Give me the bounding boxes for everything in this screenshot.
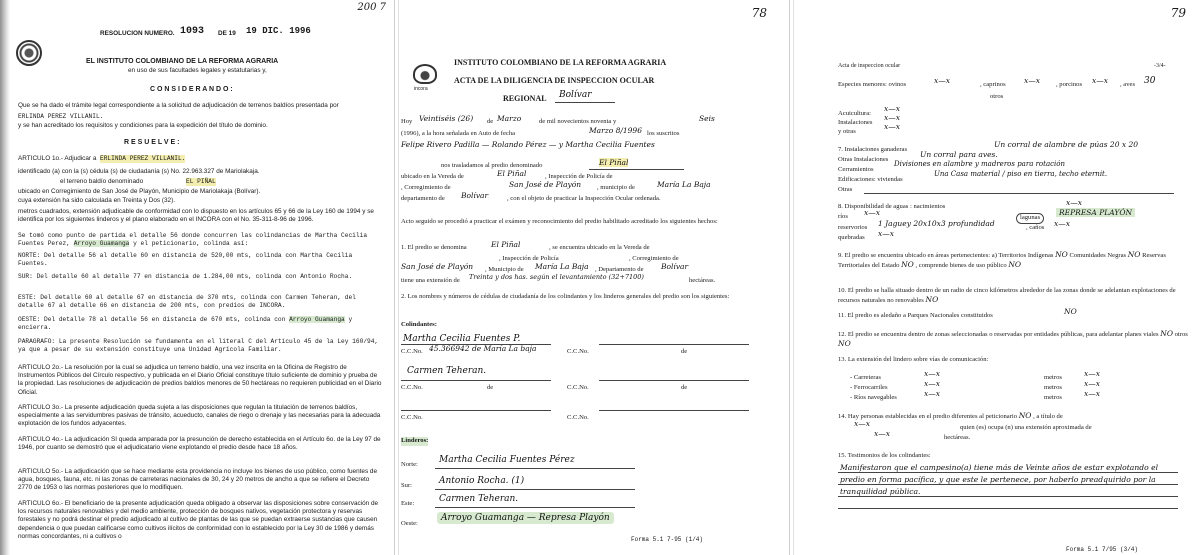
corner-mark: 78	[751, 6, 767, 20]
document-page-resolution	[0, 0, 395, 555]
item15-value: Manifestaron que el campesino(a) tiene más de Veinte años de estar explotando el predio en forma pacífica, y que este le pertenece, por haberlo preadquirido por la tranquilidad pública.	[840, 463, 1158, 496]
aves-value: 30	[1144, 76, 1156, 86]
vereda-value: El Piñal	[497, 169, 527, 178]
suscritos: los suscritos	[647, 130, 680, 137]
regional-value: Bolívar	[559, 90, 592, 100]
colindante-1-cc-label: C.C.No.	[401, 348, 423, 355]
corner-mark: 79	[1170, 6, 1186, 20]
acto-seguido: Acto seguido se procedió a practicar el exámen y reconocimiento del predio habilitado acreditado los siguientes hechos:	[401, 218, 718, 225]
resolution-label: RESOLUCION NUMERO.	[100, 30, 175, 37]
de-label-3: de	[487, 384, 494, 391]
id-line: identificado (a) con la (s) cédula (s) de ciudadanía (s) No. 22.963.327 de Mariolakaja.	[18, 168, 260, 175]
boundary-intro-highlight: Arroyo Guamanga	[73, 240, 130, 247]
item1-c: , Inspección de Policía	[499, 255, 559, 262]
para1b: y se han acreditado los requisitos y condiciones para la expedición del título de dominio.	[18, 122, 268, 129]
item10: 10. El predio se halla situado dentro de un radio de cinco kilómetros alrededor de las zonas donde se adelantan explotaciones de recursos naturales no renovables NO	[838, 287, 1176, 304]
item14-c: quien (es) ocupa (n) una extensión aproximada de	[960, 424, 1092, 431]
incora-seal-icon	[16, 40, 42, 66]
area-line: cuya extensión ha sido calculada en Treinta y Dos (32).	[18, 197, 176, 204]
otras-label: Otras	[838, 186, 853, 193]
boundary-intro: Se tomó como punto de partida el detalle 56 donde concurren las colindancias de Martha Cecilia Fuentes Perez, Arroyo Guamanga y el peticionario, colinda así:	[18, 232, 368, 247]
logo-caption: incora	[414, 86, 428, 92]
paragrafo: PARAGRAFO: La presente Resolución se fundamenta en el literal C del Artículo 45 de la Ley 160/94, ya que a pesar de su extensión constituye una Unidad Agrícola Familiar.	[18, 338, 379, 353]
incora-logo-icon	[413, 64, 437, 84]
item7-value: Un corral de alambre de púas 20 x 20	[994, 140, 1139, 149]
lagunas-label: lagunas	[1016, 213, 1044, 224]
especies-label: Especies menores: ovinos	[838, 81, 907, 88]
objeto-text: , con el objeto de practicar la Inspección Ocular ordenada.	[507, 195, 661, 202]
corregimiento-label: , Corregimiento de	[401, 184, 451, 191]
item9: 9. El predio se encuentra ubicado en áreas pertenecientes: a) Territorios Indígenas NO Comunidades Negras NO Reservas Territoriales del Estado NO , comprende bienes de uso público NO	[838, 250, 1166, 269]
cc-label-5: C.C.No.	[401, 414, 423, 421]
cc-label-4: C.C.No.	[567, 384, 589, 391]
metros-label-3: metros	[1044, 394, 1062, 401]
este-value: Carmen Teheran.	[439, 494, 519, 504]
sur-label: Sur:	[401, 482, 412, 489]
header-left: Acta de inspeccion ocular	[838, 63, 901, 69]
form-footer: Forma 5.1 7/95 (3/4)	[1066, 546, 1139, 553]
powers-text: en uso de sus facultades legales y estatutarias y,	[128, 67, 267, 74]
predio-value: El Piñal	[599, 158, 629, 167]
otros-label: otros	[990, 93, 1004, 100]
cc-label-6: C.C.No.	[567, 414, 589, 421]
resuelve-heading: R E S U E L V E :	[124, 139, 180, 146]
item1-dep-value: Bolívar	[661, 262, 689, 271]
edificaciones-value: Una Casa material / piso en tierra, techo eternit.	[934, 170, 1108, 178]
oeste-highlight: Arroyo Guamanga	[289, 316, 345, 323]
act-title: ACTA DE LA DILIGENCIA DE INSPECCION OCULAR	[454, 76, 655, 85]
year-text: de mil novecientos noventa y	[539, 118, 617, 125]
otras-inst-label: Otras Instalaciones	[838, 156, 889, 163]
inspeccion-label: , Inspección de Policía de	[545, 173, 613, 180]
document-page-inspection-continued: 79 Acta de inspeccion ocular -3/4- Especies menores: ovinos x—x , caprinos x—x , porcinos x—x , aves 30 otros Acuicultura: x—x Instalaciones x—x y otras x—x 7. Instalaciones ganaderas Un corral de alambre de púas 20 x 20 Otras Instalaciones Un corral para aves. Cerramientos Divisiones en alambre y madreros para rotación Edificaciones: viviendas Una Casa material / piso en tierra, techo eternit. Otras 8. Disponibilidad de aguas : nacimientos x—x ríos x—x lagunas REPRESA PLAYÓN reservorios 1 Jaguey 20x10x3 profundidad , caños x—x quebradas x—x 9. El predio se encuentra ubicado en áreas pertenecientes: a) Territorios Indígenas NO Comunidades Negras NO Reservas Territoriales del Estado NO , comprende bienes de uso público NO 10. El predio se halla situado dentro de un radio de cinco kilómetros alrededor de las zonas donde se adelantan explotaciones de recursos naturales no renovables NO 11. El predio es aledaño a Parques Nacionales constituidos NO 12. El predio se encuentra dentro de zonas seleccionadas o reservadas por entidades públicas, para adelantar planes viales NO otros NO 13. La extensión del lindero sobre vías de comunicación: - Carreteras x—x metros x—x - Ferrocarriles x—x metros x—x - Ríos navegables x—x metros x—x 14. Hay personas establecidas en el predio diferentes al peticionario NO , a título de x—x quien (es) ocupa (n) una extensión aproximada de x—x hectáreas. 15. Testimonios de los colindantes: Manifestaron que el campesino(a) tiene más de Veinte años de estar explotando el predio en forma pacífica, y que este le pertenece, por haberlo preadquirido por la tranquilidad pública. Forma 5.1 7/95 (3/4)	[793, 0, 1200, 555]
de-label: de	[487, 118, 494, 125]
metros-label-1: metros	[1044, 374, 1062, 381]
resolution-date: 19 DIC. 1996	[246, 26, 311, 36]
oeste-boundary: OESTE: Del detalle 78 al detalle 56 en distancia de 670 mts, colinda con Arroyo Guamanga y encierra.	[18, 316, 353, 331]
item11: 11. El predio es aledaño a Parques Nacionales constituidos	[838, 312, 993, 319]
item1-mun-label: , Municipio de	[485, 266, 524, 273]
year-value: Seis	[699, 114, 715, 123]
hectareas-label: hectáreas.	[944, 434, 971, 441]
regional-label: REGIONAL	[503, 94, 547, 103]
de-label-2: de	[681, 348, 688, 355]
institute-name: EL INSTITUTO COLOMBIANO DE LA REFORMA AGRARIA	[86, 58, 279, 65]
ferrocarriles-label: - Ferrocarriles	[850, 384, 888, 391]
otras-inst-value: Un corral para aves.	[920, 150, 998, 159]
aves-label: , aves	[1120, 81, 1136, 88]
porcinos-label: , porcinos	[1056, 81, 1083, 88]
item1-corr-value: San José de Playón	[401, 262, 474, 271]
header-right: -3/4-	[1154, 63, 1166, 69]
edificaciones-label: Edificaciones: viviendas	[838, 176, 903, 183]
considerando-heading: C O N S I D E R A N D O :	[150, 86, 233, 93]
municipio-value: María La Baja	[657, 180, 711, 189]
metros-label-2: metros	[1044, 384, 1062, 391]
date-prefix: DE 19	[218, 30, 236, 37]
corregimiento-value: San José de Playón	[509, 180, 582, 189]
para1: Que se ha dado el trámite legal correspondiente a la solicitud de adjudicación de terrenos baldíos presentada por	[18, 102, 339, 109]
month-value: Marzo	[497, 114, 522, 123]
municipio-label: , municipio de	[597, 184, 635, 191]
cerramientos-label: Cerramientos	[838, 166, 874, 173]
corner-mark: 200 7	[357, 2, 386, 13]
art1-label: ARTICULO 1o.- Adjudicar a	[18, 155, 97, 162]
sur-boundary: SUR: Del detalle 60 al detalle 77 en distancia de 1.284,00 mts, colinda con Antonio Rocha.	[18, 273, 353, 280]
art1-name: ERLINDA PEREZ VILLANIL.	[100, 155, 186, 162]
article-3: ARTICULO 3o.- La presente adjudicación queda sujeta a las disposiciones que regulan la titulación de terrenos baldíos, especialmente a las servidumbres pasivas de tránsito, acueducto, canales de riego o drenaje y las necesarias para la adecuada explotación de los fundos adyacentes.	[18, 404, 381, 428]
departamento-label: departamento de	[401, 195, 445, 202]
carreteras-label: - Carreteras	[850, 374, 881, 381]
cc-label-3: C.C.No.	[401, 384, 423, 391]
item14: 14. Hay personas establecidas en el predio diferentes al peticionario NO , a título de	[838, 411, 1063, 420]
y-otras-label: y otras	[838, 128, 856, 135]
rios-nav-label: - Ríos navegables	[850, 394, 897, 401]
item8-label: 8. Disponibilidad de aguas : nacimientos	[838, 203, 946, 210]
hoy-value: Veintiséis (26)	[419, 114, 474, 123]
resolution-number: 1093	[180, 26, 205, 37]
item1-ext-label: tiene una extensión de	[401, 277, 460, 284]
institute-name: INSTITUTO COLOMBIANO DE LA REFORMA AGRARIA	[454, 58, 667, 67]
lagunas-value: REPRESA PLAYÓN	[1056, 208, 1135, 217]
norte-label: Norte:	[401, 461, 418, 468]
article-5: ARTICULO 5o.- La adjudicación que se hace mediante esta providencia no incluye los bienes de uso público, como fuentes de agua, bosques, fauna, etc. ni las zonas de carreteras nacionales de 30, 24 y 20 metros de ancho a que se refiere el Decreto 2770 de 1953 o las normas posteriores que lo modifiquen.	[18, 468, 378, 492]
item15: 15. Testimonios de los colindantes:	[838, 452, 931, 459]
oeste-value: Arroyo Guamanga — Represa Playón	[437, 512, 614, 524]
scan-edge	[0, 0, 10, 555]
instalaciones-label: Instalaciones	[838, 119, 873, 126]
document-page-inspection-act	[398, 0, 790, 555]
item1-corr: , Corregimiento de	[629, 255, 679, 262]
property-name: EL PIÑAL	[186, 178, 216, 185]
caprinos-label: , caprinos	[980, 81, 1006, 88]
sur-value: Antonio Rocha. (1)	[439, 476, 525, 486]
item1-b: , se encuentra ubicado en la Vereda de	[549, 244, 650, 251]
departamento-value: Bolívar	[461, 191, 489, 200]
cc-label-2: C.C.No.	[567, 348, 589, 355]
colindante-2-name: Carmen Teheran.	[407, 366, 487, 376]
vereda-label: ubicado en la Vereda de	[401, 173, 464, 180]
colindante-1-cc: 45.366942 de María La baja	[429, 344, 537, 353]
names-value: Felipe Rivero Padilla — Rolando Pérez — y Martha Cecilia Fuentes	[401, 140, 655, 149]
hoy-label: Hoy	[401, 118, 413, 125]
colindantes-label: Colindantes:	[401, 321, 437, 328]
location-line: ubicado en Corregimiento de San José de Playón, Municipio de Mariolakaja (Bolívar).	[18, 188, 261, 195]
applicant-name: ERLINDA PEREZ VILLANIL.	[18, 113, 104, 120]
item1-ext-value: Treinta y dos has. según el levantamiento (32+7100)	[469, 273, 644, 281]
item1-mun-value: María La Baja	[535, 262, 589, 271]
linderos-label: Linderos:	[401, 437, 429, 444]
article-2: ARTICULO 2o.- La resolución por la cual se adjudica un terreno baldío, una vez inscrita en la Oficina de Registro de Instrumentos Públicos del Círculo respectivo, y publicada en el Diario Oficial constituye título suficiente de dominio y prueba de la propiedad. Las resoluciones de adjudicación de predios baldíos menores de 50 hectáreas no requieren publicidad en el Diario Oficial.	[18, 364, 382, 396]
rios-label: ríos	[838, 213, 848, 220]
norte-boundary: NORTE: Del detalle 56 al detalle 60 en distancia de 520,00 mts, colinda con Martha Cecilia Fuentes.	[18, 252, 353, 267]
item2: 2. Los nombres y números de cédulas de ciudadanía de los colindantes y los linderos generales del predio son los siguientes:	[401, 293, 730, 300]
article-6: ARTICULO 6o.- El beneficiario de la presente adjudicación queda obligado a observar las disposiciones sobre conservación de los recursos naturales renovables y del medio ambiente, protección de bosques nativos, vegetación protectora y reservas forestales y no podrá destinar el predio adjudicado al cultivo de plantas de las que se puedan extraerse sustancias que causen dependencia o que puedan calificarse como cultivos ilícitos de conformidad con lo establecido por la Ley 30 de 1986 y demás normas concordantes, ni a cultivos o	[18, 500, 379, 540]
item1-a: 1. El predio se denomina	[401, 244, 467, 251]
item1-name: El Piñal	[491, 240, 521, 249]
acuicultura-label: Acuicultura:	[838, 110, 871, 117]
este-boundary: ESTE: Del detalle 60 al detalle 67 en distancia de 370 mts, colinda con Carmen Teheran, del detalle 67 al detalle 66 en distancia de 200 mts, con predios de INCORA.	[18, 294, 356, 309]
cerramientos-value: Divisiones en alambre y madreros para rotación	[894, 160, 1066, 168]
traslado-text: nos trasladamos al predio denominado	[441, 162, 543, 169]
item7-label: 7. Instalaciones ganaderas	[838, 146, 908, 153]
oeste-label: Oeste:	[401, 520, 418, 527]
quebradas-label: quebradas	[838, 234, 865, 241]
reservorios-label: reservorios	[838, 224, 868, 231]
norte-value: Martha Cecilia Fuentes Pérez	[439, 455, 575, 465]
article-4: ARTICULO 4o.- La adjudicación SI queda amparada por la presunción de derecho establecida en el Artículo 6o. de la Ley 97 de 1946, por cuanto se demostró que el adjudicatario viene explotando el predio desde hace 18 años.	[18, 436, 381, 452]
canos-label: , caños	[1026, 224, 1045, 231]
item13: 13. La extensión del lindero sobre vías de comunicación:	[838, 356, 989, 363]
colindante-1-name: Martha Cecilia Fuentes P.	[403, 334, 521, 344]
de-label-4: de	[681, 384, 688, 391]
auto-date: Marzo 8/1996	[589, 126, 642, 135]
form-footer: Forma 5.1 7-95 (1/4)	[631, 536, 704, 543]
item1-ha: hectáreas.	[689, 277, 716, 284]
year-num: (1996), a la hora señalada en Auto de fecha	[401, 130, 516, 137]
item1-dep-label: , Departamento de	[595, 266, 644, 273]
item12: 12. El predio se encuentra dentro de zonas seleccionadas o reservadas por entidades públicas, para adelantar planes viales NO otros NO	[838, 329, 1188, 348]
reservorios-value: 1 Jaguey 20x10x3 profundidad	[878, 219, 995, 228]
metres-line: metros cuadrados, extensión adjudicable de conformidad con lo dispuesto en los artículos 65 y 66 de la Ley 160 de 1994 y se identifica por los siguientes linderos y el plano elaborado en el INCORA con el No. 35-311-8-96 de 1996.	[18, 208, 374, 224]
property-line: el terreno baldío denominado	[60, 178, 144, 185]
este-label: Este:	[401, 500, 415, 507]
item11-value: NO	[1064, 307, 1077, 316]
